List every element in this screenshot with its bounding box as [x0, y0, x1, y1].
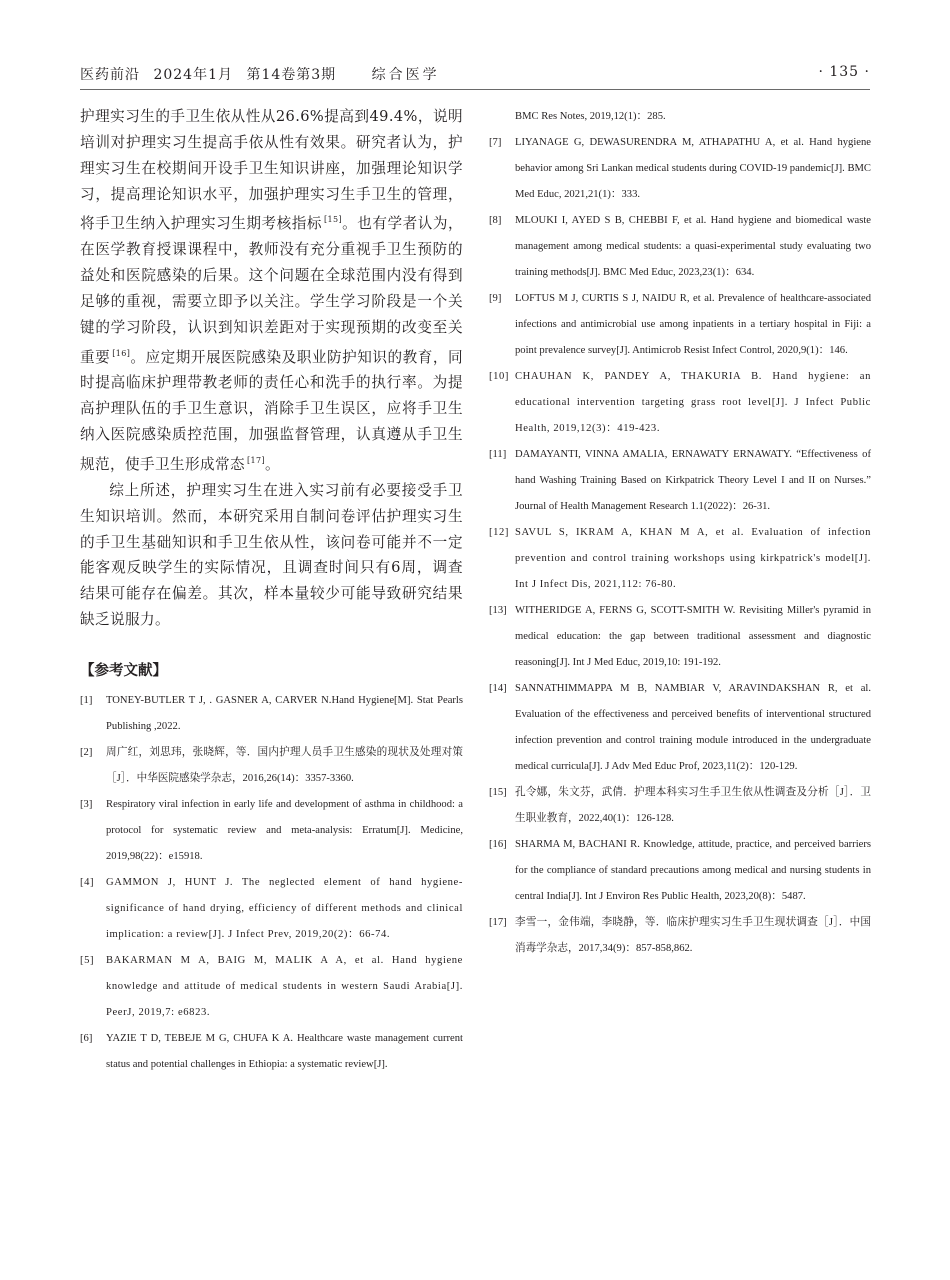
- reference-item: [7] LIYANAGE G, DEWASURENDRA M, ATHAPATHU A, et al. Hand hygiene behavior among Sri Lankan medical students during COVID-19 pandemic[J]. BMC Med Educ, 2021,21(1)：333.: [489, 137, 871, 200]
- right-column: [489, 104, 871, 962]
- reference-continuation: BMC Res Notes, 2019,12(1)：285.: [515, 111, 666, 122]
- reference-item: [11] DAMAYANTI, VINNA AMALIA, ERNAWATY ERNAWATY. “Effectiveness of hand Washing Training Based on Kirkpatrick Theory Level I and II on Nurses.” Journal of Health Management Research 1.1(2022)：26-31.: [489, 449, 871, 512]
- reference-item: [1] TONEY-BUTLER T J, . GASNER A, CARVER N.Hand Hygiene[M]. Stat Pearls Publishing ,2022.: [80, 694, 463, 732]
- reference-list-left: [80, 688, 463, 1078]
- journal-info: [80, 64, 448, 84]
- left-column: [80, 104, 463, 1078]
- body-paragraph-1: 护理实习生的手卫生依从性从26.6%提高到49.4%，说明培训对护理实习生提高手依从性有效果。研究者认为，护理实习生在校期间开设手卫生知识讲座，加强理论知识学习，提高理论知识水平，加强护理实习生手卫生的管理，将手卫生纳入护理实习生期考核指标 [15]。也有学者认为，在医学教育授课课程中，教师没有充分重视手卫生预防的益处和医院感染的后果。这个问题在全球范围内没有得到足够的重视，需要立即予以关注。学生学习阶段是一个关键的学习阶段，认识到知识差距对于实现预期的改变至关重要 [16]。应定期开展医院感染及职业防护知识的教育，同时提高临床护理带教老师的责任心和洗手的执行率。为提高护理队伍的手卫生意识，消除手卫生误区，应将手卫生纳入医院感染质控范围，加强监督管理，认真遵从手卫生规范，使手卫生形成常态 [17]。: [80, 108, 464, 473]
- reference-item: [13] WITHERIDGE A, FERNS G, SCOTT-SMITH W. Revisiting Miller's pyramid in medical education: the gap between traditional assessment and diagnostic reasoning[J]. Int J Med Educ, 2019,10: 191-192.: [489, 605, 871, 668]
- reference-item: [2] 周广红，刘思玮，张晓辉，等．国内护理人员手卫生感染的现状及处理对策［J］．中华医院感染学杂志，2016,26(14)：3357-3360.: [80, 746, 463, 784]
- running-header: [80, 64, 870, 86]
- citation-17: [17]: [246, 455, 265, 465]
- reference-item: [8] MLOUKI I, AYED S B, CHEBBI F, et al. Hand hygiene and biomedical waste management among medical students: a quasi-experimental study evaluating two training methods[J]. BMC Med Educ, 2023,23(1)：634.: [489, 215, 871, 278]
- reference-item: [17] 李雪一，金伟端，李晓静，等．临床护理实习生手卫生现状调查［J］．中国消毒学杂志，2017,34(9)：857-858,862.: [489, 917, 871, 954]
- reference-item: [3] Respiratory viral infection in early life and development of asthma in childhood: a protocol for systematic review and meta-analysis: Erratum[J]. Medicine, 2019,98(22)：e15918.: [80, 798, 463, 862]
- reference-item: [9] LOFTUS M J, CURTIS S J, NAIDU R, et al. Prevalence of healthcare-associated infections and antimicrobial use among inpatients in a tertiary hospital in Fiji: a point prevalence survey[J]. Antimicrob Resist Infect Control, 2020,9(1)：146.: [489, 293, 871, 356]
- section-name: 综合医学: [371, 67, 440, 83]
- reference-item: [14] SANNATHIMMAPPA M B, NAMBIAR V, ARAVINDAKSHAN R, et al. Evaluation of the effectiveness and perceived benefits of interventional structured infection prevention and control training module introduced in the undergraduate medical curricula[J]. J Adv Med Educ Prof, 2023,11(2)：120-129.: [489, 683, 871, 772]
- volume-issue: 第14卷第3期: [246, 67, 337, 83]
- reference-item: [6] YAZIE T D, TEBEJE M G, CHUFA K A. Healthcare waste management current status and potential challenges in Ethiopia: a systematic review[J].: [80, 1032, 463, 1070]
- reference-list-right: [489, 104, 871, 962]
- reference-item: [4] GAMMON J, HUNT J. The neglected element of hand hygiene-significance of hand drying, efficiency of different methods and clinical implication: a review[J]. J Infect Prev, 2019,20(2)：66-74.: [80, 876, 463, 940]
- journal-name: 医药前沿: [80, 67, 140, 83]
- reference-item: [5] BAKARMAN M A, BAIG M, MALIK A A, et al. Hand hygiene knowledge and attitude of medical students in western Saudi Arabia[J]. PeerJ, 2019,7: e6823.: [80, 954, 463, 1018]
- reference-item: [15] 孔令娜，朱文芬，武倩．护理本科实习生手卫生依从性调查及分析［J］．卫生职业教育，2022,40(1)：126-128.: [489, 787, 871, 824]
- citation-15: [15]: [323, 215, 343, 225]
- references-heading: 【参考文献】: [80, 662, 167, 679]
- reference-item: [12] SAVUL S, IKRAM A, KHAN M A, et al. Evaluation of infection prevention and control training workshops using kirkpatrick's model[J]. Int J Infect Dis, 2021,112: 76-80.: [489, 527, 871, 590]
- header-rule: [80, 89, 870, 90]
- reference-item: [10] CHAUHAN K, PANDEY A, THAKURIA B. Hand hygiene: an educational intervention targeting grass root level[J]. J Infect Public Health, 2019,12(3)：419-423.: [489, 371, 871, 434]
- body-paragraph-2: 综上所述，护理实习生在进入实习前有必要接受手卫生知识培训。然而，本研究采用自制问卷评估护理实习生的手卫生基础知识和手卫生依从性，该问卷可能并不一定能客观反映学生的实际情况，且调查时间只有6周，调查结果可能存在偏差。其次，样本量较少可能导致研究结果缺乏说服力。: [80, 481, 463, 629]
- issue-date: 2024年1月: [153, 67, 233, 83]
- page-number: · 135 ·: [818, 64, 870, 80]
- reference-item: [16] SHARMA M, BACHANI R. Knowledge, attitude, practice, and perceived barriers for the compliance of standard precautions among medical and nursing students in central India[J]. Int J Environ Res Public Health, 2023,20(8)：5487.: [489, 839, 871, 902]
- citation-16: [16]: [112, 348, 131, 358]
